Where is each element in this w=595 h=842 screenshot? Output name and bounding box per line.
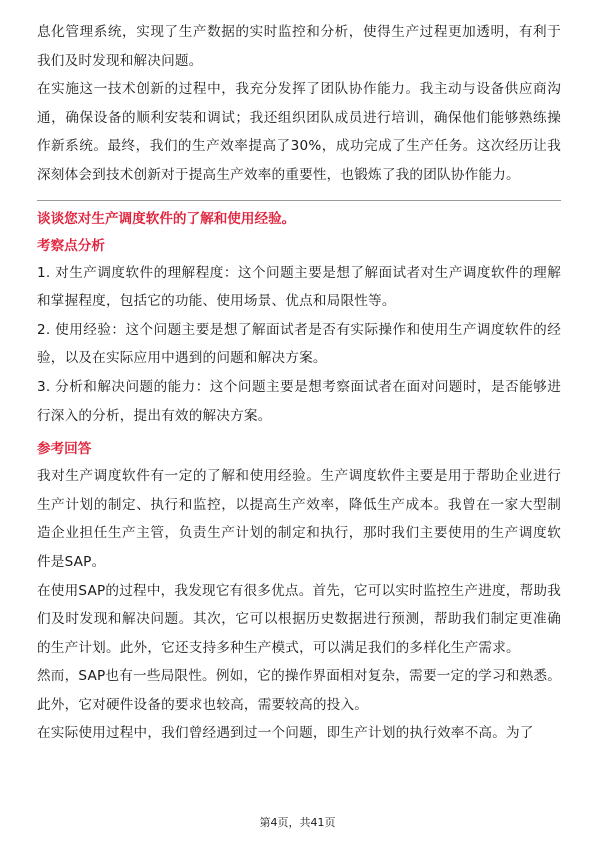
analysis-item-1: 1. 对生产调度软件的理解程度：这个问题主要是想了解面试者对生产调度软件的理解和掌握程度，包括它的功能、使用场景、优点和局限性等。 <box>37 264 561 310</box>
answer-paragraph-2: 在使用SAP的过程中，我发现它有很多优点。首先，它可以实时监控生产进度，帮助我们及时发现和解决问题。其次，它可以根据历史数据进行预测，帮助我们制定更准确的生产计划。此外，它还支持多种生产模式，可以满足我们的多样化生产需求。 <box>37 582 561 656</box>
answer-title: 参考回答 <box>37 441 92 458</box>
answer-paragraph-4: 在实际使用过程中，我们曾经遇到过一个问题，即生产计划的执行效率不高。为了 <box>37 725 534 742</box>
answer-paragraph-1: 我对生产调度软件有一定的了解和使用经验。生产调度软件主要是用于帮助企业进行生产计划的制定、执行和监控，以提高生产效率，降低生产成本。我曾在一家大型制造企业担任生产主管，负责生产计划的制定和执行，那时我们主要使用的生产调度软件是SAP。 <box>37 468 561 570</box>
paragraph-teamwork: 在实施这一技术创新的过程中，我充分发挥了团队协作能力。我主动与设备供应商沟通，确保设备的顺利安装和调试；我还组织团队成员进行培训，确保他们能够熟练操作新系统。最终，我们的生产效率提高了30%，成功完成了生产任务。这次经历让我深刻体会到技术创新对于提高生产效率的重要性，也锻炼了我的团队协作能力。 <box>37 81 561 183</box>
answer-paragraph-3: 然而，SAP也有一些局限性。例如，它的操作界面相对复杂，需要一定的学习和熟悉。此外，它对硬件设备的要求也较高，需要较高的投入。 <box>37 668 561 713</box>
section-divider <box>37 200 561 201</box>
question-heading: 谈谈您对生产调度软件的了解和使用经验。 <box>37 210 296 227</box>
analysis-title: 考察点分析 <box>37 237 105 254</box>
page-content <box>37 18 561 748</box>
analysis-item-3: 3. 分析和解决问题的能力：这个问题主要是想考察面试者在面对问题时，是否能够进行深入的分析，提出有效的解决方案。 <box>37 378 561 424</box>
analysis-item-2: 2. 使用经验：这个问题主要是想了解面试者是否有实际操作和使用生产调度软件的经验，以及在实际应用中遇到的问题和解决方案。 <box>37 321 561 367</box>
paragraph-continuation: 息化管理系统，实现了生产数据的实时监控和分析，使得生产过程更加透明，有利于我们及时发现和解决问题。 <box>37 24 561 69</box>
page-footer: 第4页，共41页 <box>259 816 336 829</box>
